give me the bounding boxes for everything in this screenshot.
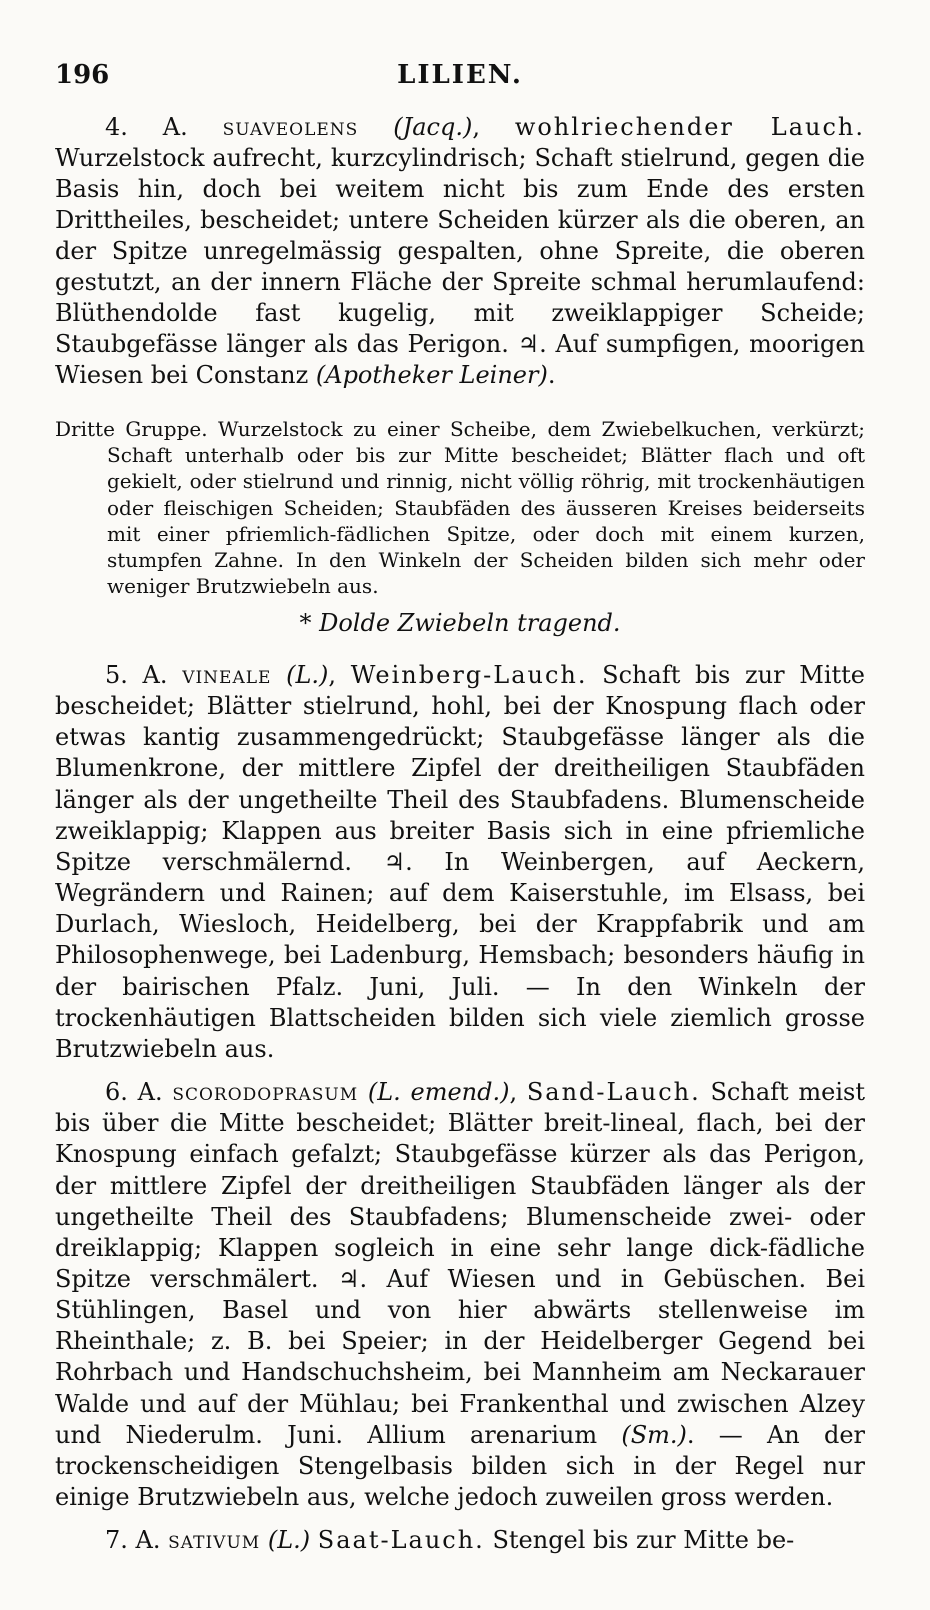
- species-name: vineale: [182, 661, 272, 689]
- entry-description: Stengel bis zur Mitte be-: [484, 1526, 795, 1555]
- common-name: Weinberg-Lauch.: [350, 661, 588, 689]
- entry-description: Schaft meist bis über die Mitte bescheidet; Blätter breit-lineal, flach, bei der Knospung einfach gefalzt; Staubgefässe kürzer als das Perigon, der mittlere Zipfel der dreitheiligen Staubfäden länger als der ungetheilte Theil des Staubfadens; Blumenscheide zwei- oder dreiklappig; Klappen sogleich in eine sehr lange dick-fädliche Spitze verschmälert. ♃. Auf Wiesen und in Gebüschen. Bei Stühlingen, Basel und von hier abwärts stellenweise im Rheinthale; z. B. bei Speier; in der Heidelberger Gegend bei Rohrbach und Handschuchsheim, bei Mannheim am Neckarauer Walde und auf der Mühlau; bei Frankenthal und zwischen Alzey und Niederulm. Juni. Allium arenarium: [55, 1078, 865, 1449]
- authority: (L.): [267, 1526, 311, 1555]
- species-name: scorodoprasum: [172, 1078, 359, 1107]
- entry-end: .: [547, 361, 556, 389]
- group-description: [55, 416, 865, 599]
- authority: (L. emend.): [367, 1078, 510, 1107]
- entries-5-7: [55, 660, 865, 1556]
- entry-number: 4. A.: [105, 113, 223, 141]
- entry-4: [55, 112, 865, 391]
- entry-number: 6. A.: [105, 1078, 173, 1107]
- group-3-paragraph: Dritte Gruppe. Wurzelstock zu einer Scheibe, dem Zwiebelkuchen, verkürzt; Schaft unterhalb oder bis zur Mitte bescheidet; Blätter flach und oft gekielt, oder stielrund und rinnig, nicht völlig röhrig, mit trockenhäutigen oder fleischigen Scheiden; Staubfäden des äusseren Kreises beiderseits mit einer pfriemlich-fädlichen Spitze, oder doch mit einem kurzen, stumpfen Zahne. In den Winkeln der Scheiden bilden sich mehr oder weniger Brutzwiebeln aus.: [55, 417, 865, 599]
- authority: (Jacq.): [393, 113, 473, 141]
- entry-7: [55, 1525, 865, 1556]
- synonym-authority: (Sm.): [621, 1420, 687, 1449]
- common-name: Sand-Lauch.: [526, 1078, 701, 1107]
- entry-description: Wurzelstock aufrecht, kurzcylindrisch; Schaft stielrund, gegen die Basis hin, doch bei weitem nicht bis zum Ende des ersten Drittheiles, bescheidet; untere Scheiden kürzer als die oberen, an der Spitze unregelmässig gespalten, ohne Spreite, die oberen gestutzt, an der innern Fläche der Spreite schmal herumlaufend: Blüthendolde fast kugelig, mit zweiklappiger Scheide; Staubgefässe länger als das Perigon. ♃. Auf sumpfigen, moorigen Wiesen bei Constanz: [55, 144, 865, 389]
- page-header: [55, 60, 865, 90]
- common-name: wohlriechender Lauch.: [514, 113, 865, 141]
- separator: ,: [509, 1078, 527, 1107]
- entry-description: Schaft bis zur Mitte bescheidet; Blätter stielrund, hohl, bei der Knospung flach oder etwas kantig zusammengedrückt; Staubgefässe länger als die Blumenkrone, der mittlere Zipfel der dreitheiligen Staubfäden länger als der ungetheilte Theil des Staubfadens. Blumenscheide zweiklappig; Klappen aus breiter Basis sich in eine pfriemliche Spitze verschmälernd. ♃. In Weinbergen, auf Aeckern, Wegrändern und Rainen; auf dem Kaiserstuhle, im Elsass, bei Durlach, Wiesloch, Heidelberg, bei der Krappfabrik und am Philosophenwege, bei Ladenburg, Hemsbach; besonders häufig in der bairischen Pfalz. Juni, Juli. — In den Winkeln der trockenhäutigen Blattscheiden bilden sich viele ziemlich grosse Brutzwiebeln aus.: [55, 661, 865, 1063]
- source-citation: (Apotheker Leiner): [315, 361, 548, 389]
- entry-number: 7. A.: [105, 1526, 169, 1555]
- page-number: 196: [55, 60, 110, 90]
- common-name: Saat-Lauch.: [317, 1526, 485, 1555]
- authority: (L.): [286, 661, 329, 689]
- separator: [310, 1526, 318, 1554]
- entry-description-continued: . — An der trockenscheidigen Stengelbasis bilden sich in der Regel nur einige Brutzwiebeln aus, welche jedoch zuweilen gross werden.: [55, 1420, 865, 1512]
- species-name: sativum: [168, 1526, 261, 1555]
- entry-number: 5. A.: [105, 661, 183, 689]
- species-name: suaveolens: [222, 113, 359, 141]
- entry-6: [55, 1077, 865, 1513]
- subheading: * Dolde Zwiebeln tragend.: [299, 609, 621, 637]
- entry-4-paragraph: [55, 112, 865, 391]
- entry-5: [55, 660, 865, 1065]
- separator: ,: [328, 661, 351, 689]
- separator: ,: [472, 113, 515, 141]
- running-head: LILIEN.: [397, 60, 523, 90]
